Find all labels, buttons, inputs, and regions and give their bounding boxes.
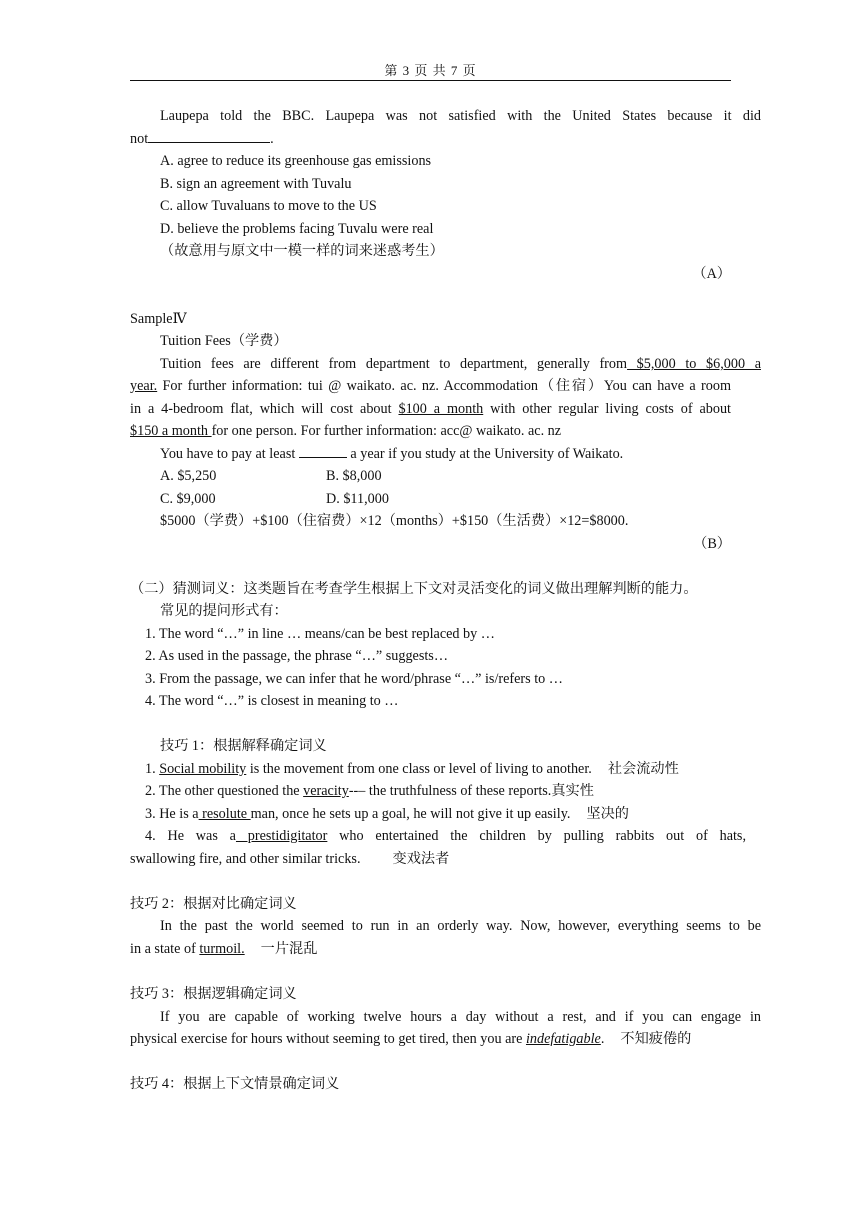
forms-label: 常见的提问形式有： — [160, 603, 288, 619]
option-d: D. $11,000 — [326, 491, 389, 507]
header-rule — [130, 80, 731, 81]
passage-line: in a 4-bedroom flat, which will cost about $100 a month with other regular living costs of about — [130, 401, 731, 417]
example-line: swallowing fire, and other similar tricks. 变戏法者 — [130, 851, 450, 867]
options-row — [130, 488, 761, 510]
form-item: 4. The word “…” is closest in meaning to … — [145, 693, 399, 709]
option-b: B. $8,000 — [326, 468, 382, 484]
form-item: 3. From the passage, we can infer that he word/phrase “…” is/refers to … — [145, 671, 563, 687]
tip-title: 技巧 2：根据对比确定词义 — [130, 896, 297, 912]
example-line: 4. He was a prestidigitator who entertained the children by pulling rabbits out of hats, — [145, 828, 747, 844]
option-c: C. $9,000 — [160, 491, 216, 507]
answer: （B） — [693, 536, 731, 552]
example-line: physical exercise for hours without seeming to get tired, then you are indefatigable. 不知疲倦的 — [130, 1031, 692, 1047]
option-c: C. allow Tuvaluans to move to the US — [160, 198, 377, 214]
passage-line: year. For further information: tui @ waikato. ac. nz. Accommodation（住宿）You can have a room — [130, 378, 731, 394]
example-line: If you are capable of working twelve hours a day without a rest, and if you can engage in — [160, 1009, 761, 1025]
answer: （A） — [692, 266, 731, 282]
option-b: B. sign an agreement with Tuvalu — [160, 176, 352, 192]
example-line: 3. He is a resolute man, once he sets up a goal, he will not give it up easily. 坚决的 — [145, 806, 629, 822]
example-line: In the past the world seemed to run in an orderly way. Now, however, everything seems to be — [160, 918, 761, 934]
tip-title: 技巧 4：根据上下文情景确定词义 — [130, 1076, 340, 1092]
section-title: （二）猜测词义：这类题旨在考查学生根据上下文对灵活变化的词义做出理解判断的能力。 — [130, 581, 698, 597]
form-item: 1. The word “…” in line … means/can be best replaced by … — [145, 626, 495, 642]
calculation: $5000（学费）+$100（住宿费）×12（months）+$150（生活费）×12=$8000. — [160, 513, 629, 529]
example-line: in a state of turmoil. 一片混乱 — [130, 941, 318, 957]
option-a: A. agree to reduce its greenhouse gas emissions — [160, 153, 432, 169]
options-row — [130, 465, 761, 487]
question-line: You have to pay at least a year if you study at the University of Waikato. — [130, 443, 761, 465]
passage-line: Tuition fees are different from department to department, generally from $5,000 to $6,000 a — [160, 356, 761, 372]
passage-line: $150 a month for one person. For further information: acc@ waikato. ac. nz — [130, 423, 562, 439]
note: （故意用与原文中一模一样的词来迷惑考生） — [160, 243, 444, 259]
question-line: Laupepa told the BBC. Laupepa was not satisfied with the United States because it did — [160, 108, 761, 124]
option-a: A. $5,250 — [160, 468, 217, 484]
sample-subtitle: Tuition Fees（学费） — [160, 333, 288, 349]
option-d: D. believe the problems facing Tuvalu were real — [160, 221, 434, 237]
page-header: 第 3 页 共 7 页 — [384, 63, 477, 78]
question-line: not . — [130, 128, 731, 150]
answer-blank — [299, 443, 347, 458]
example-line: 2. The other questioned the veracity--– the truthfulness of these reports.真实性 — [145, 783, 594, 799]
tip-title: 技巧 1：根据解释确定词义 — [160, 738, 327, 754]
example-line: 1. Social mobility is the movement from one class or level of living to another. 社会流动性 — [145, 761, 679, 777]
form-item: 2. As used in the passage, the phrase “…” suggests… — [145, 648, 449, 664]
answer-blank — [148, 128, 270, 143]
sample-heading: SampleⅣ — [130, 311, 187, 327]
tip-title: 技巧 3：根据逻辑确定词义 — [130, 986, 297, 1002]
